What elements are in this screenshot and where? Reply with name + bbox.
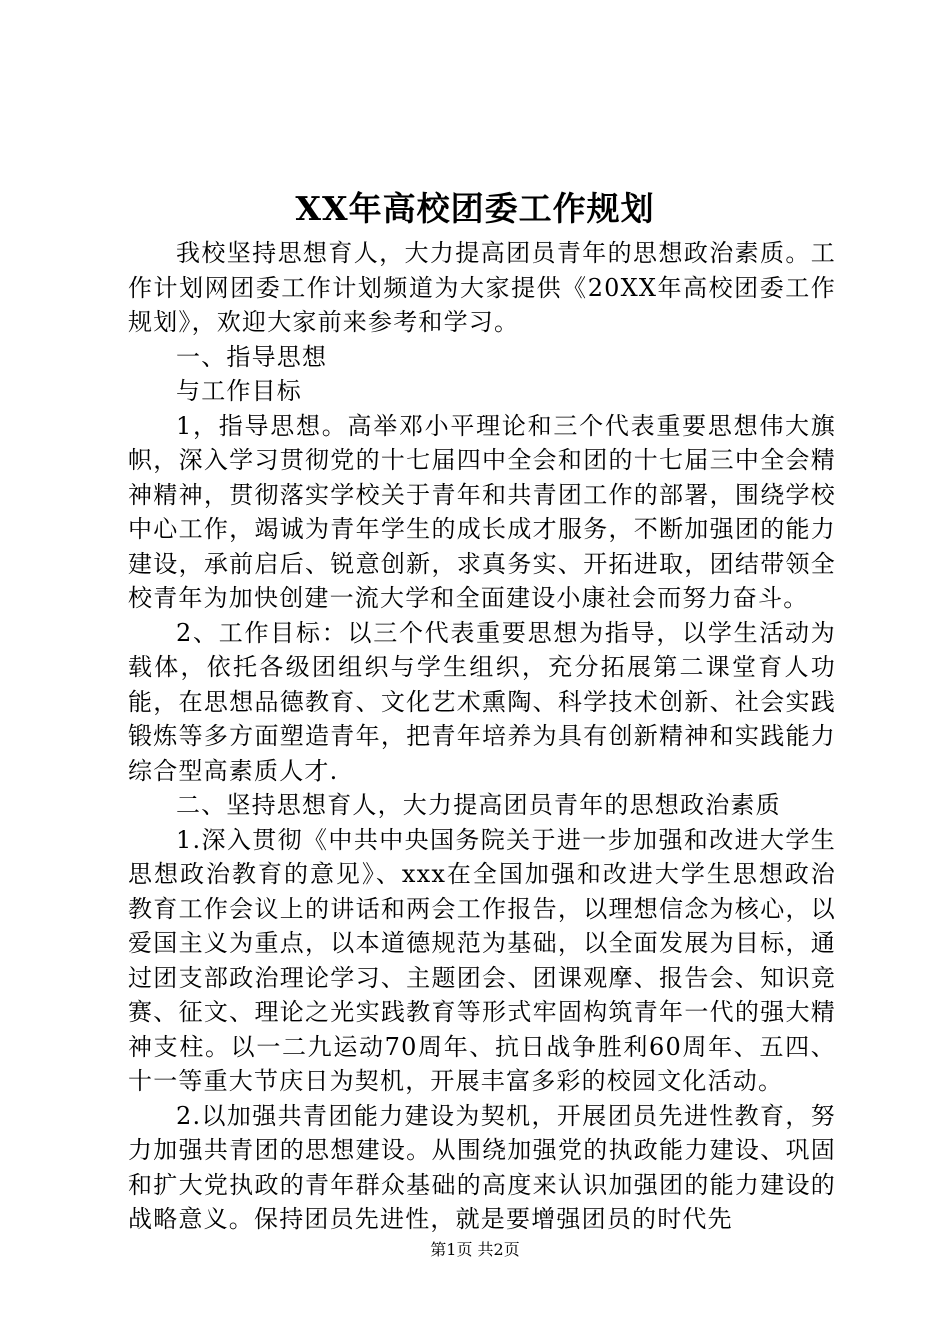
intro-paragraph: 我校坚持思想育人，大力提高团员青年的思想政治素质。工作计划网团委工作计划频道为大家提供《20XX年高校团委工作规划》，欢迎大家前来参考和学习。 <box>128 239 836 336</box>
section-heading-1-continued: 与工作目标 <box>176 377 302 405</box>
work-goal-paragraph: 2、工作目标：以三个代表重要思想为指导，以学生活动为载体，依托各级团组织与学生组织，充分拓展第二课堂育人功能，在思想品德教育、文化艺术熏陶、科学技术创新、社会实践锻炼等多方面塑造青年，把青年培养为具有创新精神和实践能力综合型高素质人才. <box>128 618 836 785</box>
guiding-thought-paragraph: 1，指导思想。高举邓小平理论和三个代表重要思想伟大旗帜，深入学习贯彻党的十七届四中全会和团的十七届三中全会精神精神，贯彻落实学校关于青年和共青团工作的部署，围绕学校中心工作，竭诚为青年学生的成长成才服务，不断加强团的能力建设，承前启后、锐意创新，求真务实、开拓进取，团结带领全校青年为加快创建一流大学和全面建设小康社会而努力奋斗。 <box>128 411 836 612</box>
item-1-paragraph: 1.深入贯彻《中共中央国务院关于进一步加强和改进大学生思想政治教育的意见》、xxx在全国加强和改进大学生思想政治教育工作会议上的讲话和两会工作报告，以理想信念为核心，以爱国主义为重点，以本道德规范为基础，以全面发展为目标，通过团支部政治理论学习、主题团会、团课观摩、报告会、知识竞赛、征文、理论之光实践教育等形式牢固构筑青年一代的强大精神支柱。以一二九运动70周年、抗日战争胜利60周年、五四、十一等重大节庆日为契机，开展丰富多彩的校园文化活动。 <box>128 825 836 1095</box>
document-body <box>128 236 836 1237</box>
item-2-paragraph: 2.以加强共青团能力建设为契机，开展团员先进性教育，努力加强共青团的思想建设。从围绕加强党的执政能力建设、巩固和扩大党执政的青年群众基础的高度来认识加强团的能力建设的战略意义。保持团员先进性，就是要增强团员的时代先 <box>128 1101 836 1233</box>
document-title: XX年高校团委工作规划 <box>295 189 655 228</box>
page-number-footer: 第1页 共2页 <box>430 1240 520 1259</box>
section-heading-2: 二、坚持思想育人，大力提高团员青年的思想政治素质 <box>176 791 781 819</box>
section-heading-1: 一、指导思想 <box>176 342 328 371</box>
